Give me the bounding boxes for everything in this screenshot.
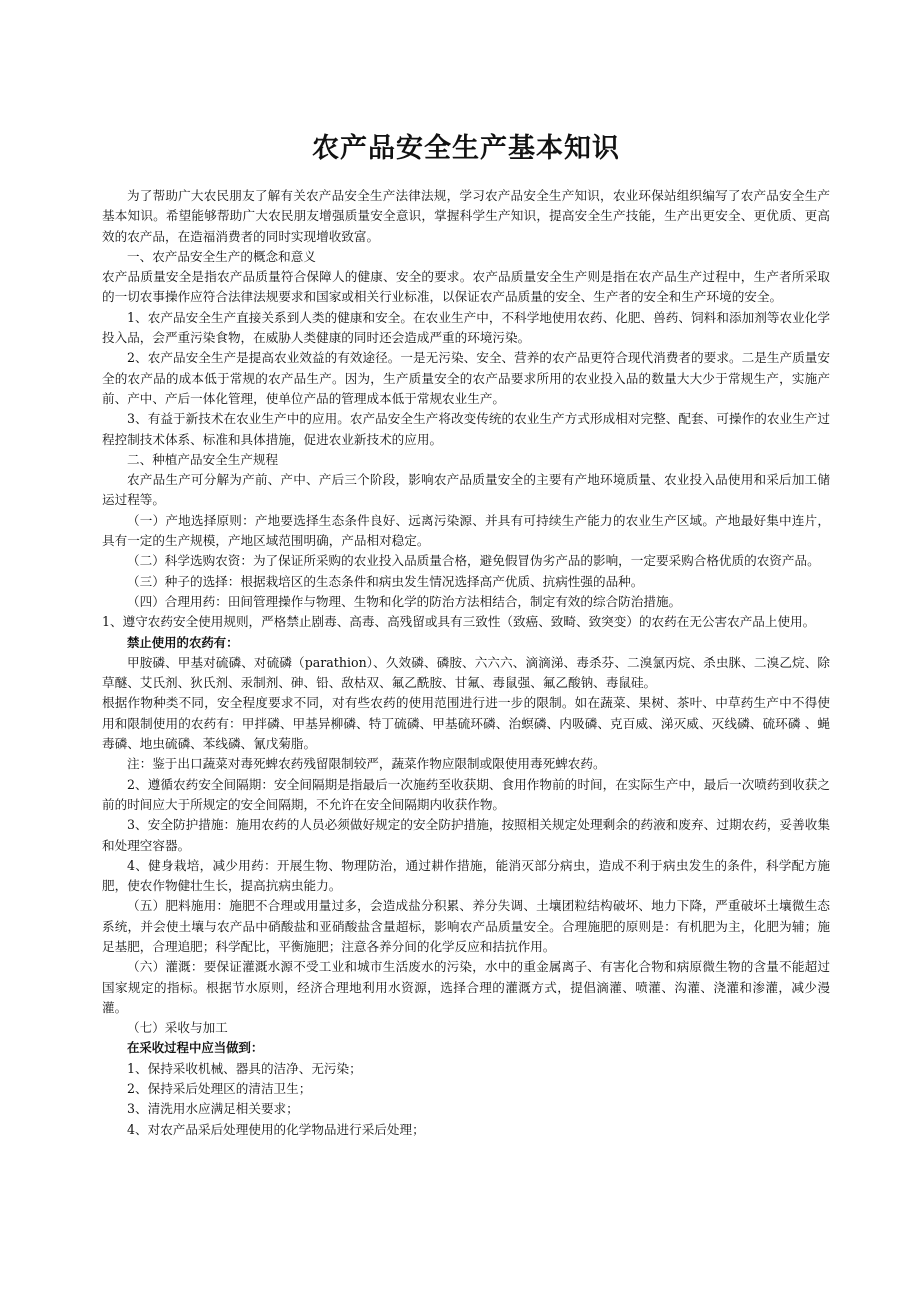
overview-paragraph: 农产品生产可分解为产前、产中、产后三个阶段，影响农产品质量安全的主要有产地环境质量、农业投入品使用和采后加工储运过程等。 — [102, 472, 830, 508]
document-page — [102, 132, 830, 1140]
harvest-subheading: 在采收过程中应当做到： — [127, 1040, 264, 1056]
point-paragraph: 2、农产品安全生产是提高农业效益的有效途径。一是无污染、安全、营养的农产品更符合现代消费者的要求。二是生产质量安全的农产品的成本低于常规的农产品生产。因为，生产质量安全的农产品要求所用的农业投入品的数量大大少于常规生产，实施产前、产中、产后一体化管理，使单位产品的管理成本低于常规农业生产。 — [102, 350, 830, 406]
rule-paragraph: 3、安全防护措施：施用农药的人员必须做好规定的安全防护措施，按照相关规定处理剩余的药液和废弃、过期农药，妥善收集和处理空容器。 — [102, 817, 830, 853]
list-item: 4、对农产品采后处理使用的化学物品进行采后处理； — [127, 1121, 425, 1137]
document-title: 农产品安全生产基本知识 — [312, 133, 620, 164]
subsection-heading: （七）采收与加工 — [127, 1020, 228, 1036]
banned-heading: 禁止使用的农药有： — [127, 634, 239, 650]
list-item: 3、清洗用水应满足相关要求； — [127, 1101, 299, 1117]
rule-paragraph: 1、遵守农药安全使用规则，严格禁止剧毒、高毒、高残留或具有三致性（致癌、致畸、致突变）的农药在无公害农产品上使用。 — [102, 614, 816, 630]
section-heading: 二、种植产品安全生产规程 — [127, 451, 279, 467]
list-item: 2、保持采后处理区的清洁卫生； — [127, 1081, 312, 1097]
note-paragraph: 注：鉴于出口蔬菜对毒死蜱农药残留限制较严，蔬菜作物应限制或限使用毒死蜱农药。 — [127, 756, 606, 772]
subsection-paragraph: （五）肥料施用：施肥不合理或用量过多，会造成盐分积累、养分失调、土壤团粒结构破坏、地力下降，严重破坏土壤微生态系统，并会使土壤与农产品中硝酸盐和亚硝酸盐含量超标，影响农产品质量安全。合理施肥的原则是：有机肥为主，化肥为辅；施足基肥，合理追肥；科学配比，平衡施肥；注意各养分间的化学反应和拮抗作用。 — [102, 898, 830, 954]
point-paragraph: 1、农产品安全生产直接关系到人类的健康和安全。在农业生产中，不科学地使用农药、化肥、兽药、饲料和添加剂等农业化学投入品，会严重污染食物，在威胁人类健康的同时还会造成严重的环境污染。 — [102, 309, 830, 346]
section-heading: 一、农产品安全生产的概念和意义 — [127, 248, 316, 264]
banned-list: 甲胺磷、甲基对硫磷、对硫磷（parathion）、久效磷、磷胺、六六六、滴滴涕、毒杀芬、二溴氯丙烷、杀虫脒、二溴乙烷、除草醚、艾氏剂、狄氏剂、汞制剂、砷、铅、敌枯双、氟乙酰胺、甘氟、毒鼠强、氟乙酸钠、毒鼠硅。 — [102, 654, 830, 691]
list-item: 1、保持采收机械、器具的洁净、无污染； — [127, 1060, 362, 1076]
subsection-paragraph: （六）灌溉：要保证灌溉水源不受工业和城市生活废水的污染，水中的重金属离子、有害化合物和病原微生物的含量不能超过国家规定的指标。根据节水原则，经济合理地利用水资源，选择合理的灌溉方式，提倡滴灌、喷灌、沟灌、浇灌和渗灌，减少漫灌。 — [102, 959, 830, 1015]
rule-paragraph: 4、健身栽培，减少用药：开展生物、物理防治，通过耕作措施，能消灭部分病虫，造成不利于病虫发生的条件，科学配方施肥，使农作物健壮生长，提高抗病虫能力。 — [102, 857, 830, 894]
subsection-paragraph: （一）产地选择原则：产地要选择生态条件良好、远离污染源、并具有可持续生产能力的农业生产区域。产地最好集中连片，具有一定的生产规模，产地区域范围明确，产品相对稳定。 — [102, 512, 830, 549]
restricted-paragraph: 根据作物种类不同，安全程度要求不同，对有些农药的使用范围进行进一步的限制。如在蔬菜、果树、茶叶、中草药生产中不得使用和限制使用的农药有：甲拌磷、甲基异柳磷、特丁硫磷、甲基硫环磷、治螟磷、内吸磷、克百威、涕灭威、灭线磷、硫环磷 、蝇毒磷、地虫硫磷、苯线磷、氰戊菊脂。 — [102, 695, 830, 752]
subsection-paragraph: （二）科学选购农资：为了保证所采购的农业投入品质量合格，避免假冒伪劣产品的影响，一定要采购合格优质的农资产品。 — [127, 553, 820, 569]
rule-paragraph: 2、遵循农药安全间隔期：安全间隔期是指最后一次施药至收获期、食用作物前的时间，在实际生产中，最后一次喷药到收获之前的时间应大于所规定的安全间隔期，不允许在安全间隔期内收获作物。 — [102, 776, 830, 812]
definition-paragraph: 农产品质量安全是指农产品质量符合保障人的健康、安全的要求。农产品质量安全生产则是指在农产品生产过程中，生产者所采取的一切农事操作应符合法律法规要求和国家或相关行业标准，以保证农产品质量的安全、生产者的安全和生产环境的安全。 — [102, 269, 830, 305]
point-paragraph: 3、有益于新技术在农业生产中的应用。农产品安全生产将改变传统的农业生产方式形成相对完整、配套、可操作的农业生产过程控制技术体系、标准和具体措施，促进农业新技术的应用。 — [102, 411, 830, 447]
subsection-paragraph: （三）种子的选择：根据栽培区的生态条件和病虫发生情况选择高产优质、抗病性强的品种。 — [127, 573, 644, 589]
subsection-paragraph: （四）合理用药：田间管理操作与物理、生物和化学的防治方法相结合，制定有效的综合防治措施。 — [127, 593, 682, 609]
intro-paragraph: 为了帮助广大农民朋友了解有关农产品安全生产法律法规，学习农产品安全生产知识，农业环保站组织编写了农产品安全生产基本知识。希望能够帮助广大农民朋友增强质量安全意识，掌握科学生产知识，提高安全生产技能，生产出更安全、更优质、更高效的农产品，在造福消费者的同时实现增收致富。 — [102, 188, 830, 244]
